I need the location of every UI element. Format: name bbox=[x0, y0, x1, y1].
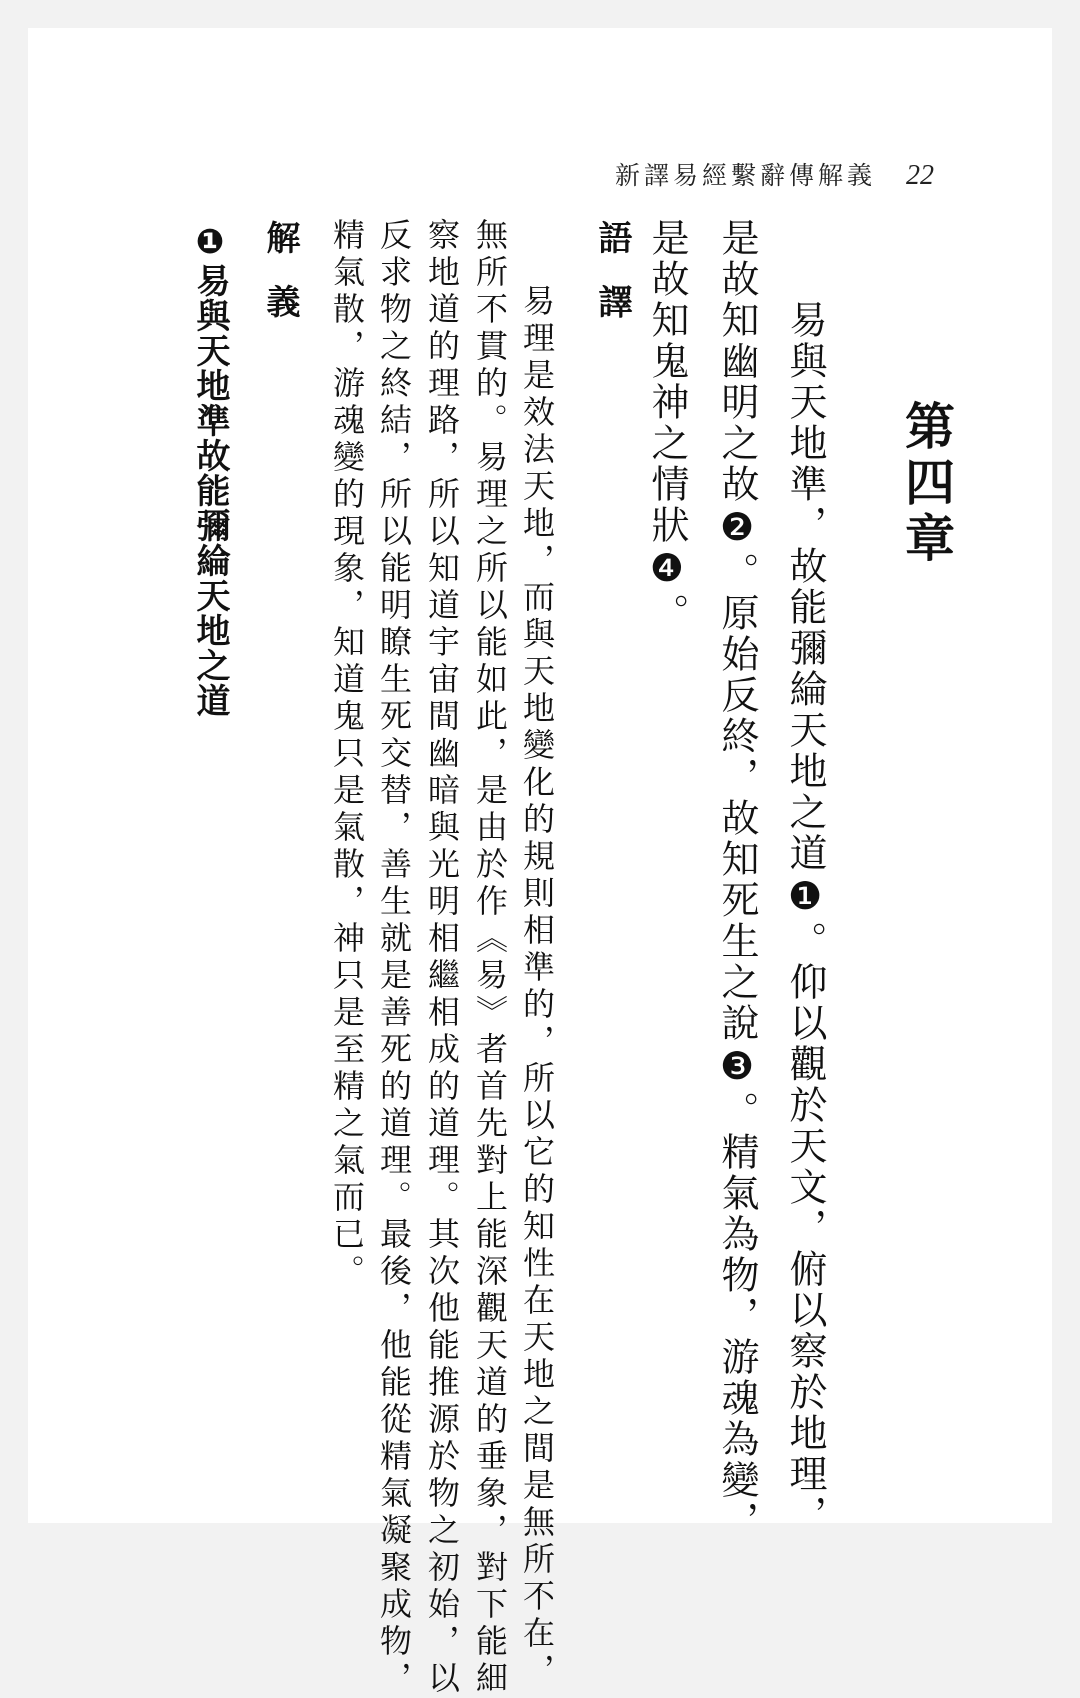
book-title: 新譯易經繫辭傳解義 bbox=[614, 161, 876, 190]
translation-heading: 語譯 bbox=[592, 220, 632, 348]
translation-column: 察地道的理路，所以知道宇宙間幽暗與光明相繼相成的道理。其次他能推源於物之初始，以 bbox=[423, 218, 461, 1698]
classic-text-column: 是故知鬼神之情狀❹。 bbox=[645, 218, 689, 634]
translation-column: 無所不貫的。易理之所以能如此，是由於作《易》者首先對上能深觀天道的垂象，對下能細 bbox=[471, 218, 509, 1698]
translation-column: 精氣散，游魂變的現象，知道鬼只是氣散，神只是至精之氣而已。 bbox=[328, 218, 366, 1291]
explanation-heading: 解義 bbox=[260, 220, 300, 348]
book-page bbox=[28, 28, 1052, 1698]
note-1-heading: ❶易與天地準故能彌綸天地之道 bbox=[190, 222, 230, 718]
translation-column: 反求物之終結，所以能明瞭生死交替，善生就是善死的道理。最後，他能從精氣凝聚成物， bbox=[375, 218, 413, 1698]
classic-text-column: 易與天地準，故能彌綸天地之道❶。仰以觀於天文，俯以察於地理， bbox=[783, 300, 827, 1536]
running-head bbox=[615, 156, 934, 192]
chapter-title: 第四章 bbox=[897, 400, 956, 568]
translation-column: 易理是效法天地，而與天地變化的規則相準的，所以它的知性在天地之間是無所不在， bbox=[518, 284, 556, 1690]
page-number: 22 bbox=[906, 160, 934, 191]
classic-text-column: 是故知幽明之故❷。原始反終，故知死生之說❸。精氣為物，游魂為變， bbox=[715, 218, 759, 1542]
